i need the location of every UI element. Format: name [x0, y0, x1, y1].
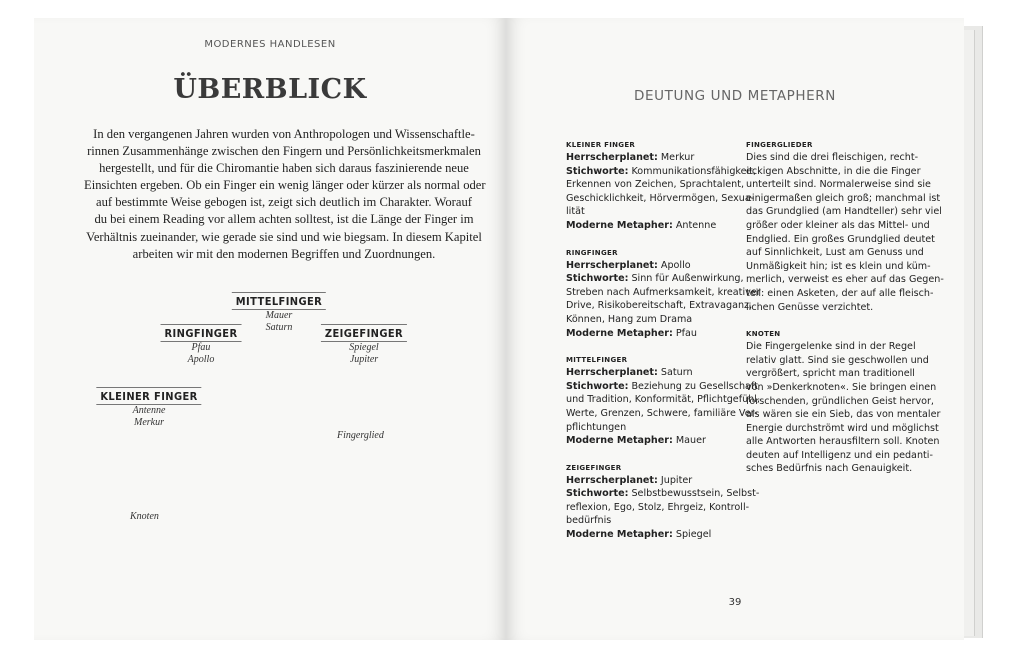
field-text: von »Denkerknoten«. Sie bringen einen [746, 381, 937, 393]
entry-line [566, 219, 761, 233]
field-label: Moderne Metapher: [566, 327, 673, 339]
field-label: Moderne Metapher: [566, 529, 673, 541]
field-label: Stichworte: [566, 380, 629, 392]
field-label: Herrscherplanet: [566, 367, 658, 379]
entry-line [566, 514, 761, 528]
entry-line [746, 260, 944, 274]
field-text: Geschicklichkeit, Hörvermögen, Sexua- [566, 192, 755, 204]
entry-line [566, 272, 761, 286]
field-text: sches Bedürfnis nach Genauigkeit. [746, 463, 913, 475]
page-number: 39 [728, 597, 742, 608]
field-text: Sinn für Außenwirkung, [628, 273, 744, 285]
label-fingerglied: Fingerglied [337, 430, 384, 441]
entry-line [566, 192, 761, 206]
field-label: Stichworte: [566, 488, 629, 500]
entry-line [566, 380, 761, 394]
field-text: Merkur [657, 152, 695, 163]
intro-line: auf bestimmte Weise gebogen ist, zeigt sich deutlich im Charakter. Worauf [96, 195, 472, 210]
finger-metaphor: Pfau [191, 342, 211, 353]
field-text: Kommunikationsfähigkeit, [628, 165, 756, 177]
field-text: Unmäßigkeit hin; ist es klein und küm- [746, 260, 931, 272]
entry-line [746, 381, 944, 395]
entry-line [746, 462, 944, 476]
entry-line [566, 286, 761, 300]
field-text: Spiegel [672, 529, 712, 541]
entry-line [566, 366, 761, 380]
entry-line [746, 367, 944, 381]
field-label: Stichworte: [566, 273, 629, 285]
entry-heading: MITTELFINGER [566, 356, 628, 365]
page-edges-inner [964, 30, 975, 636]
entry-line [566, 434, 761, 448]
field-text: Die Fingergelenke sind in der Regel [746, 341, 916, 353]
intro-line: hergestellt, und für die Chiromantie haben sich daraus faszinierende neue [99, 161, 469, 176]
entry-line [746, 395, 944, 409]
entry-line [566, 407, 761, 421]
finger-name: RINGFINGER [161, 324, 242, 342]
field-text: Erkennen von Zeichen, Sprachtalent, [566, 179, 745, 191]
field-text: lichen Genüsse verzichtet. [746, 301, 874, 313]
field-text: unterteilt sind. Normalerweise sind sie [746, 179, 931, 191]
entry-line [746, 354, 944, 368]
field-text: Antenne [672, 219, 717, 231]
field-text: eckigen Abschnitte, in die die Finger [746, 165, 921, 177]
entry-line [746, 408, 944, 422]
finger-metaphor: Mauer [265, 310, 293, 321]
field-text: Apollo [657, 259, 691, 271]
field-text: deuten auf Intelligenz und ein pedanti- [746, 449, 933, 461]
field-text: merlich, verweist es eher auf das Gegen- [746, 274, 944, 286]
field-text: teil: einen Asketen, der auf alle fleisch- [746, 287, 934, 299]
entry-line [746, 340, 944, 354]
entry-line [746, 301, 944, 315]
finger-planet: Apollo [187, 354, 215, 365]
field-text: Beziehung zu Gesellschaft [628, 380, 758, 392]
field-label: Herrscherplanet: [566, 259, 658, 271]
label-ringfinger [161, 322, 242, 366]
field-text: Pfau [672, 327, 697, 339]
field-text: Energie durchströmt wird und möglichst [746, 422, 939, 434]
field-text: Mauer [672, 435, 706, 447]
entry-line [566, 327, 761, 341]
left-page [34, 18, 506, 640]
intro-line: arbeiten wir mit den modernen Begriffen und Zuordnungen. [132, 246, 436, 261]
field-text: Dies sind die drei fleischigen, recht- [746, 152, 919, 163]
entry-line [746, 219, 944, 233]
right-column [746, 139, 944, 476]
right-page [506, 18, 964, 640]
field-text: Jupiter [657, 474, 693, 486]
finger-name: ZEIGEFINGER [321, 324, 407, 342]
intro-line: du bei einem Reading vor allem achten solltest, ist die Länge der Finger im [94, 212, 474, 227]
intro-line: Verhältnis zueinander, wie gerade sie sind und wie biegsam. In diesem Kapitel [86, 229, 482, 244]
entry-line [566, 487, 761, 501]
finger-planet: Saturn [265, 322, 293, 333]
field-text: Saturn [657, 367, 693, 379]
field-label: Herrscherplanet: [566, 152, 658, 163]
entry-heading: KLEINER FINGER [566, 141, 636, 149]
field-text: Endglied. Ein großes Grundglied deutet [746, 233, 935, 245]
entry-heading: FINGERGLIEDER [746, 141, 813, 149]
left-column [566, 139, 761, 542]
label-knoten: Knoten [130, 511, 159, 522]
entry-line [746, 273, 944, 287]
finger-metaphor: Antenne [132, 405, 166, 416]
field-label: Stichworte: [566, 165, 629, 177]
page-title: ÜBERBLICK [173, 74, 367, 105]
entry-line [746, 449, 944, 463]
field-text: bedürfnis [566, 515, 612, 527]
entry-line [566, 178, 761, 192]
field-text: relativ glatt. Sind sie geschwollen und [746, 354, 929, 366]
field-label: Moderne Metapher: [566, 219, 673, 231]
finger-name: MITTELFINGER [232, 292, 326, 310]
field-text: lität [566, 206, 585, 218]
entry-line [746, 151, 944, 165]
entry-line [746, 233, 944, 247]
section-title: DEUTUNG UND METAPHERN [634, 88, 836, 104]
label-kleiner-finger [96, 385, 201, 429]
entry-line [746, 435, 944, 449]
entry-line [746, 422, 944, 436]
entry-heading: ZEIGEFINGER [566, 463, 622, 472]
field-text: und Tradition, Konformität, Pflichtgefühl, [566, 394, 760, 406]
field-text: größer oder kleiner als das Mittel- und [746, 219, 930, 231]
entry-line [566, 393, 761, 407]
entry-line [566, 299, 761, 313]
entry-heading: RINGFINGER [566, 248, 618, 257]
entry-line [566, 151, 761, 165]
finger-planet: Merkur [133, 417, 164, 428]
entry-line [566, 165, 761, 179]
entry-line [566, 501, 761, 515]
label-zeigefinger [321, 322, 407, 366]
entry-line [566, 528, 761, 542]
intro-line: Einsichten ergeben. Ob ein Finger ein wenig länger oder kürzer als normal oder [84, 178, 486, 193]
field-text: forschenden, gründlichen Geist hervor, [746, 395, 934, 407]
field-text: Werte, Grenzen, Schwere, familiäre Ver- [566, 407, 758, 419]
running-head: MODERNES HANDLESEN [204, 39, 336, 50]
intro-line: In den vergangenen Jahren wurden von Anthropologen und Wissenschaftle- [93, 127, 475, 141]
entry-line [746, 192, 944, 206]
field-text: Drive, Risikobereitschaft, Extravaganz, [566, 300, 753, 312]
entry-line [566, 205, 761, 219]
field-text: einigermaßen gleich groß; manchmal ist [746, 192, 941, 204]
label-mittelfinger [232, 290, 326, 334]
field-label: Herrscherplanet: [566, 474, 658, 486]
finger-name: KLEINER FINGER [96, 387, 201, 405]
field-text: reflexion, Ego, Stolz, Ehrgeiz, Kontroll- [566, 501, 750, 513]
entry-line [566, 474, 761, 488]
entry-line [746, 246, 944, 260]
field-text: vergrößert, spricht man traditionell [746, 368, 915, 380]
finger-planet: Jupiter [349, 354, 379, 365]
entry-line [746, 205, 944, 219]
intro-line: rinnen Zusammenhänge zwischen den Fingern und Persönlichkeitsmerkmalen [87, 144, 481, 159]
field-text: Streben nach Aufmerksamkeit, kreativer [566, 286, 761, 298]
entry-line [566, 259, 761, 273]
field-text: das Grundglied (am Handteller) sehr viel [746, 206, 942, 218]
field-text: auf Sinnlichkeit, Lust am Genuss und [746, 247, 924, 259]
field-text: pflichtungen [566, 421, 627, 433]
field-text: alle Antworten herausfiltern soll. Knoten [746, 436, 940, 448]
entry-line [746, 178, 944, 192]
field-text: Können, Hang zum Drama [566, 313, 693, 325]
field-text: Selbstbewusstsein, Selbst- [628, 488, 760, 500]
field-label: Moderne Metapher: [566, 435, 673, 447]
intro-paragraph [84, 126, 484, 263]
entry-line [746, 287, 944, 301]
field-text: als wären sie ein Sieb, das von mentaler [746, 409, 941, 421]
entry-line [746, 165, 944, 179]
finger-metaphor: Spiegel [349, 342, 379, 353]
entry-heading: KNOTEN [746, 330, 781, 339]
entry-line [566, 421, 761, 435]
entry-line [566, 313, 761, 327]
